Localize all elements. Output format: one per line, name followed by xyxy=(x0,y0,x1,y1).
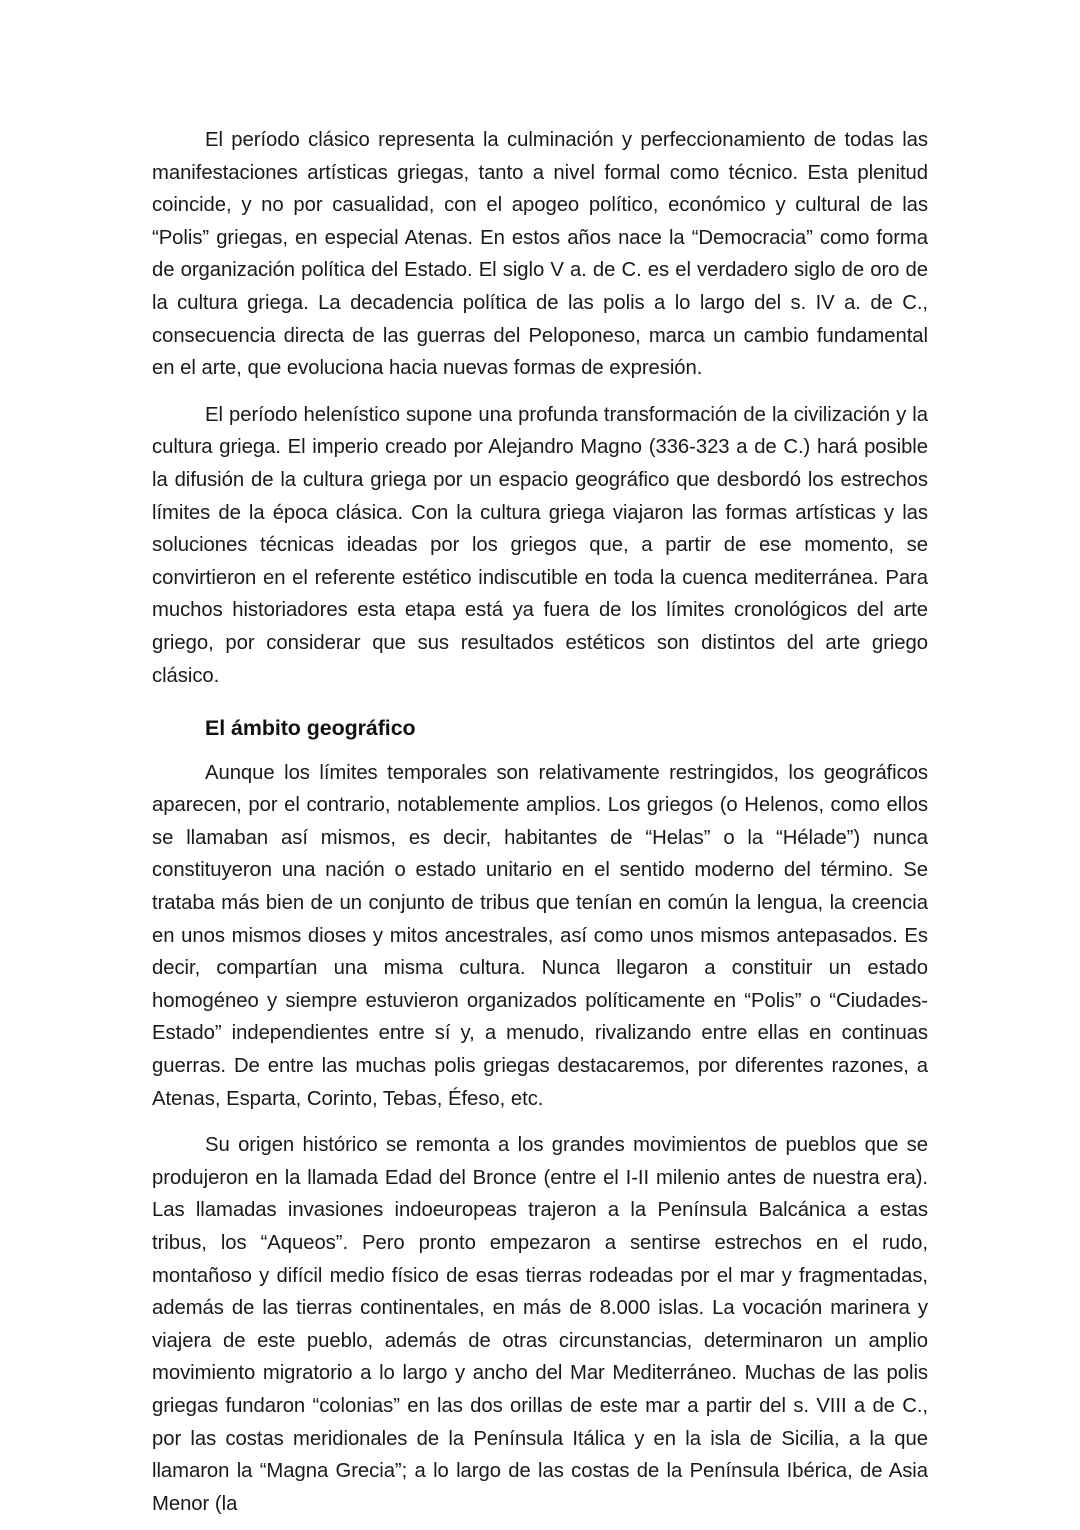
paragraph-origen-historico: Su origen histórico se remonta a los grandes movimientos de pueblos que se produjeron en la llamada Edad del Bronce (entre el I-II milenio antes de nuestra era). Las llamadas invasiones indoeuropeas trajeron a la Península Balcánica a estas tribus, los “Aqueos”. Pero pronto empezaron a sentirse estrechos en el rudo, montañoso y difícil medio físico de esas tierras rodeadas por el mar y fragmentadas, además de las tierras continentales, en más de 8.000 islas. La vocación marinera y viajera de este pueblo, además de otras circunstancias, determinaron un amplio movimiento migratorio a lo largo y ancho del Mar Mediterráneo. Muchas de las polis griegas fundaron “colonias” en las dos orillas de este mar a partir del s. VIII a de C., por las costas meridionales de la Península Itálica y en la isla de Sicilia, a la que llamaron la “Magna Grecia”; a lo largo de las costas de la Península Ibérica, de Asia Menor (la xyxy=(152,1134,928,1515)
paragraph-periodo-helenistico: El período helenístico supone una profunda transformación de la civilización y la cultura griega. El imperio creado por Alejandro Magno (336-323 a de C.) hará posible la difusión de la cultura griega por un espacio geográfico que desbordó los estrechos límites de la época clásica. Con la cultura griega viajaron las formas artísticas y las soluciones técnicas ideadas por los griegos que, a partir de ese momento, se convirtieron en el referente estético indiscutible en toda la cuenca mediterránea. Para muchos historiadores esta etapa está ya fuera de los límites cronológicos del arte griego, por considerar que sus resultados estéticos son distintos del arte griego clásico. xyxy=(152,403,928,687)
document-text-column xyxy=(152,124,928,1520)
paragraph-limites-temporales: Aunque los límites temporales son relativamente restringidos, los geográficos aparecen, por el contrario, notablemente amplios. Los griegos (o Helenos, como ellos se llamaban así mismos, es decir, habitantes de “Helas” o la “Hélade”) nunca constituyeron una nación o estado unitario en el sentido moderno del término. Se trataba más bien de un conjunto de tribus que tenían en común la lengua, la creencia en unos mismos dioses y mitos ancestrales, así como unos mismos antepasados. Es decir, compartían una misma cultura. Nunca llegaron a constituir un estado homogéneo y siempre estuvieron organizados políticamente en “Polis” o “Ciudades-Estado” independientes entre sí y, a menudo, rivalizando entre ellas en continuas guerras. De entre las muchas polis griegas destacaremos, por diferentes razones, a Atenas, Esparta, Corinto, Tebas, Éfeso, etc. xyxy=(152,761,928,1110)
heading-el-ambito-geografico: El ámbito geográfico xyxy=(205,716,416,741)
paragraph-periodo-clasico: El período clásico representa la culminación y perfeccionamiento de todas las manifestaciones artísticas griegas, tanto a nivel formal como técnico. Esta plenitud coincide, y no por casualidad, con el apogeo político, económico y cultural de las “Polis” griegas, en especial Atenas. En estos años nace la “Democracia” como forma de organización política del Estado. El siglo V a. de C. es el verdadero siglo de oro de la cultura griega. La decadencia política de las polis a lo largo del s. IV a. de C., consecuencia directa de las guerras del Peloponeso, marca un cambio fundamental en el arte, que evoluciona hacia nuevas formas de expresión. xyxy=(152,129,928,380)
